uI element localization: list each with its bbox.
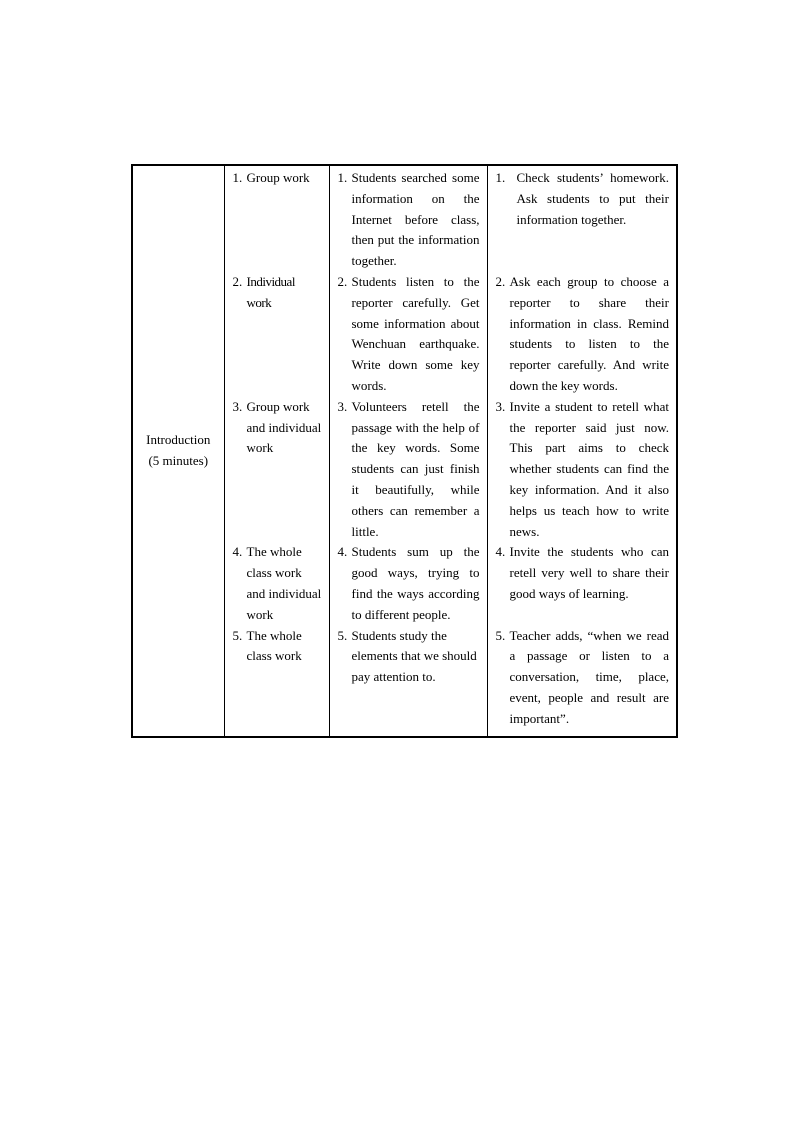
stage-name: Introduction xyxy=(146,431,211,447)
teacher-activity-number: 5. xyxy=(495,627,506,643)
student-activity-cell xyxy=(329,626,487,737)
mode-text: The whole class work and individual work xyxy=(246,544,322,622)
mode-text: Individual work xyxy=(246,273,295,310)
stage-cell xyxy=(132,165,224,737)
table-row xyxy=(132,165,677,272)
teacher-activity-cell xyxy=(487,542,677,625)
mode-number: 2. xyxy=(232,273,243,289)
student-activity-text: Students listen to the reporter carefully. Get some information about Wenchuan earthquake. Write down some key words. xyxy=(351,273,480,393)
lesson-plan-table xyxy=(131,164,678,738)
teacher-activity-number: 2. xyxy=(495,273,506,289)
mode-cell xyxy=(224,397,329,543)
mode-text: Group work and individual work xyxy=(246,398,322,456)
teacher-activity-cell xyxy=(487,272,677,397)
mode-number: 1. xyxy=(232,170,243,185)
student-activity-text: Students searched some information on the Internet before class, then put the information together. xyxy=(351,170,480,269)
mode-cell xyxy=(224,542,329,625)
teacher-activity-cell xyxy=(487,626,677,737)
mode-cell xyxy=(224,165,329,272)
mode-number: 4. xyxy=(232,544,243,560)
teacher-activity-text: Invite a student to retell what the reporter said just now. This part aims to check whether students can find the key information. And it also helps us teach how to write news. xyxy=(509,398,669,539)
student-activity-number: 4. xyxy=(337,544,348,560)
student-activity-number: 5. xyxy=(337,627,348,643)
student-activity-number: 1. xyxy=(337,170,348,185)
mode-text: Group work xyxy=(246,170,310,185)
mode-text: The whole class work xyxy=(246,627,302,664)
student-activity-cell xyxy=(329,397,487,543)
mode-number: 3. xyxy=(232,398,243,414)
teacher-activity-text: Check students’ homework. Ask students to put their information together. xyxy=(516,170,669,227)
student-activity-text: Students sum up the good ways, trying to find the ways according to different people. xyxy=(351,544,480,622)
teacher-activity-number: 4. xyxy=(495,544,506,560)
teacher-activity-text: Invite the students who can retell very well to share their good ways of learning. xyxy=(509,544,669,601)
teacher-activity-cell xyxy=(487,397,677,543)
teacher-activity-number: 1. xyxy=(495,170,506,185)
student-activity-text: Students study the elements that we should pay attention to. xyxy=(351,627,477,685)
teacher-activity-text: Ask each group to choose a reporter to share their information in class. Remind students to listen to the reporter carefully. And write down the key words. xyxy=(509,273,669,393)
mode-cell xyxy=(224,626,329,737)
student-activity-cell xyxy=(329,542,487,625)
stage-duration: (5 minutes) xyxy=(148,452,209,468)
student-activity-cell xyxy=(329,272,487,397)
mode-cell xyxy=(224,272,329,397)
student-activity-cell xyxy=(329,165,487,272)
student-activity-number: 3. xyxy=(337,398,348,414)
mode-number: 5. xyxy=(232,627,243,643)
student-activity-text: Volunteers retell the passage with the help of the key words. Some students can just finish it beautifully, while others can remember a little. xyxy=(351,398,480,539)
teacher-activity-number: 3. xyxy=(495,398,506,414)
student-activity-number: 2. xyxy=(337,273,348,289)
teacher-activity-cell xyxy=(487,165,677,272)
teacher-activity-text: Teacher adds, “when we read a passage or listen to a conversation, time, place, event, people and result are important”. xyxy=(509,627,669,726)
